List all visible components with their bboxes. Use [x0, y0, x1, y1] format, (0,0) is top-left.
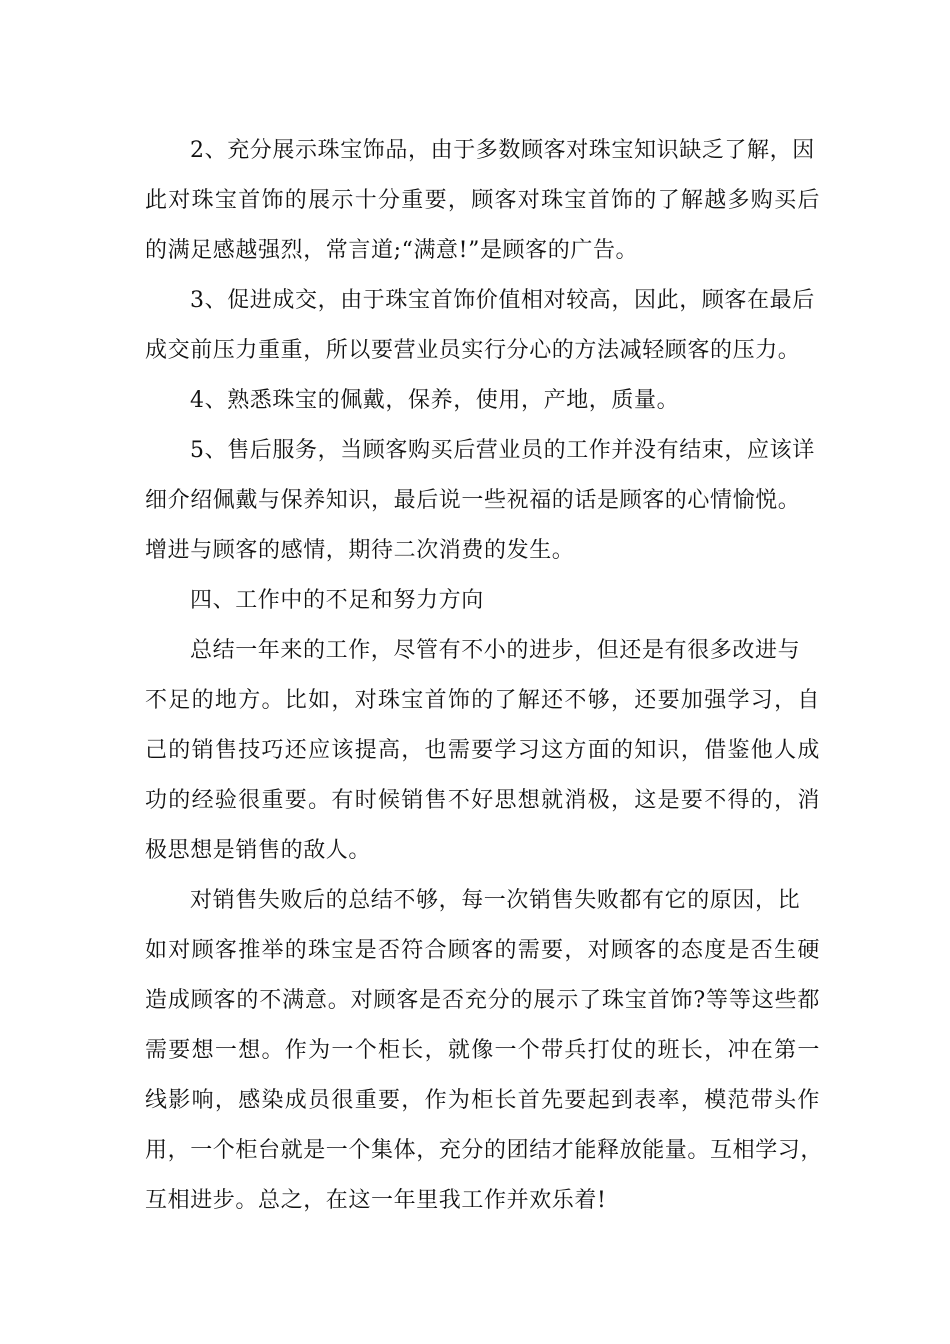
- paragraph-line: 线影响，感染成员很重要，作为柜长首先要起到表率，模范带头作: [145, 1088, 820, 1113]
- paragraph-line: 功的经验很重要。有时候销售不好思想就消极，这是要不得的，消: [145, 788, 820, 813]
- paragraph-line: 造成顾客的不满意。对顾客是否充分的展示了珠宝首饰?等等这些都: [145, 988, 820, 1013]
- paragraph-line: 细介绍佩戴与保养知识，最后说一些祝福的话是顾客的心情愉悦。: [145, 488, 801, 513]
- paragraph-line: 5、售后服务，当顾客购买后营业员的工作并没有结束，应该详: [190, 438, 815, 463]
- paragraph-line: 互相进步。总之，在这一年里我工作并欢乐着!: [145, 1188, 607, 1213]
- paragraph-line: 极思想是销售的敌人。: [145, 838, 372, 863]
- paragraph-line: 此对珠宝首饰的展示十分重要，顾客对珠宝首饰的了解越多购买后: [145, 188, 820, 213]
- paragraph-line: 2、充分展示珠宝饰品，由于多数顾客对珠宝知识缺乏了解，因: [190, 138, 815, 163]
- paragraph-line: 的满足感越强烈，常言道;“满意!”是顾客的广告。: [145, 238, 639, 263]
- paragraph-line: 对销售失败后的总结不够，每一次销售失败都有它的原因，比: [190, 888, 801, 913]
- paragraph-line: 不足的地方。比如，对珠宝首饰的了解还不够，还要加强学习，自: [145, 688, 820, 713]
- paragraph-line: 3、促进成交，由于珠宝首饰价值相对较高，因此，顾客在最后: [190, 288, 815, 313]
- paragraph-line: 己的销售技巧还应该提高，也需要学习这方面的知识，借鉴他人成: [145, 738, 820, 763]
- paragraph-line: 增进与顾客的感情，期待二次消费的发生。: [145, 538, 575, 563]
- paragraph-line: 如对顾客推举的珠宝是否符合顾客的需要，对顾客的态度是否生硬: [145, 938, 820, 963]
- paragraph-line: 用，一个柜台就是一个集体，充分的团结才能释放能量。互相学习，: [145, 1138, 824, 1163]
- paragraph-line: 4、熟悉珠宝的佩戴，保养，使用，产地，质量。: [190, 388, 680, 413]
- section-heading: 四、工作中的不足和努力方向: [190, 588, 484, 613]
- paragraph-line: 成交前压力重重，所以要营业员实行分心的方法减轻顾客的压力。: [145, 338, 801, 363]
- paragraph-line: 需要想一想。作为一个柜长，就像一个带兵打仗的班长，冲在第一: [145, 1038, 820, 1063]
- paragraph-line: 总结一年来的工作，尽管有不小的进步，但还是有很多改进与: [190, 638, 801, 663]
